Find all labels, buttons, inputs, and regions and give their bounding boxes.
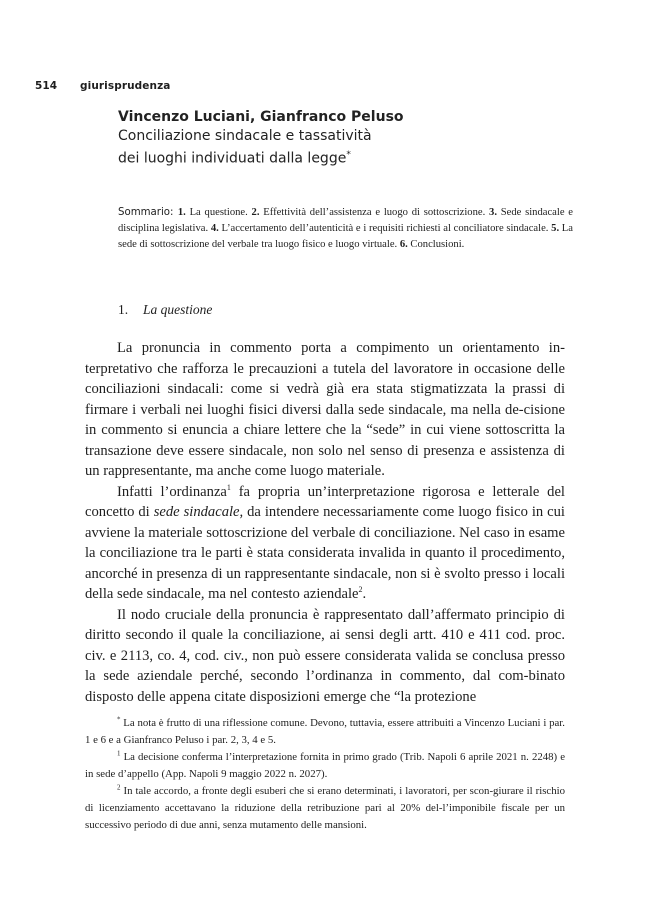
footnotes (85, 715, 565, 834)
article-title-block (118, 108, 578, 169)
article-title-line-2 (118, 146, 578, 169)
section-number: 1. (118, 302, 129, 317)
footnote-2 (85, 783, 565, 834)
section-title: La questione (143, 302, 213, 317)
paragraph-2-part-a: Infatti l’ordinanza (117, 483, 227, 500)
footnote-2-mark: 2 (117, 783, 121, 792)
body-text (85, 338, 565, 707)
section-heading (118, 302, 212, 318)
footnote-ref-2: 2 (358, 585, 363, 595)
paragraph-3: Il nodo cruciale della pronuncia è rappresentato dall’affermato principio di diritto secondo il quale la conciliazione, ai sensi degli artt. 410 e 411 cod. proc. civ. e 2113, co. 4, cod. civ., non può essere considerata valida se conclusa presso la sede aziendale perché, secondo l’ordinanza in commento, dal com-binato disposto delle appena citate disposizioni emerge che “la protezione (85, 606, 565, 705)
footnote-1 (85, 749, 565, 783)
summary (118, 205, 573, 254)
article-authors: Vincenzo Luciani, Gianfranco Peluso (118, 109, 404, 125)
page-number: 514 (35, 80, 58, 92)
article-title-line-2-text: dei luoghi individuati dalla legge (118, 150, 347, 167)
summary-item-6-text: Conclusioni. (407, 239, 465, 251)
paragraph-2 (85, 482, 565, 605)
footnote-star-text: La nota è frutto di una riflessione comune. Devono, tuttavia, essere attribuiti a Vincenzo Luciani i par. 1 e 6 e a Gianfranco Peluso i par. 2, 3, 4 e 5. (85, 717, 565, 746)
summary-item-5-number: 5. (551, 223, 560, 235)
running-head (35, 80, 171, 92)
article-title-line-1: Conciliazione sindacale e tassatività (118, 128, 372, 144)
summary-item-5-text: La sede di sottoscrizione del verbale tra luogo fisico e luogo virtuale. (118, 223, 573, 251)
paragraph-2-italic: sede sindacale, (153, 504, 244, 520)
footnote-star (85, 715, 565, 749)
summary-item-1-text: La questione. (185, 207, 252, 218)
footnote-2-text: In tale accordo, a fronte degli esuberi che si erano determinati, i lavoratori, per scon-giurare il rischio di licenziamento accettavano la riduzione della retribuzione pari al 20% del-l’imponibile fiscale per un successivo periodo di due anni, senza mutamento delle mansioni. (85, 785, 565, 831)
title-footnote-mark: * (346, 150, 351, 160)
summary-item-6-number: 6. (399, 239, 408, 251)
summary-item-2-text: Effettività dell’assistenza e luogo di sottoscrizione. (259, 207, 490, 218)
section-name: giurisprudenza (80, 80, 171, 92)
footnote-ref-1: 1 (226, 482, 231, 492)
footnote-1-mark: 1 (117, 749, 121, 758)
summary-item-4-number: 4. (210, 223, 219, 235)
paragraph-2-part-d: . (362, 586, 367, 602)
summary-label: Sommario: (118, 207, 178, 218)
summary-item-3-number: 3. (489, 207, 497, 218)
footnote-1-text: La decisione conferma l’interpretazione fornita in primo grado (Trib. Napoli 6 aprile 2021 n. 2248) e in sede d’appello (App. Napoli 9 maggio 2022 n. 2027). (85, 751, 565, 780)
summary-item-4-text: L’accertamento dell’autenticità e i requisiti richiesti al conciliatore sindacale. (218, 223, 552, 235)
paragraph-1: La pronuncia in commento porta a compimento un orientamento in-terpretativo che rafforza le precauzioni a tutela del lavoratore in occasione delle conciliazioni sindacali: come si vedrà già era stata stigmatizzata la prassi di firmare i verbali nei luoghi fisici diversi dalla sede sindacale, ma nella de-cisione in commento si enuncia a chiare lettere che la “sede” in cui viene sottoscritta la transazione deve essere sindacale, non solo nel senso di presenza e assistenza di un rappresentante, ma anche come luogo materiale. (85, 340, 565, 479)
footnote-star-mark: * (117, 715, 121, 724)
paragraph-2-part-b: fa propria un’interpretazione rigorosa e letterale del concetto di (85, 483, 565, 520)
paragraph-2-part-c: da intendere necessariamente come luogo fisico in cui avviene la materiale sottoscrizione del verbale di conciliazione. Nel caso in esame la conciliazione tra le parti è stata considerata invalida in quanto il procedimento, ancorché in presenza di un rappresentante sindacale, non si è svolto presso i locali della sede sindacale, ma nel contesto aziendale (85, 504, 565, 602)
summary-item-3-text: Sede sindacale e disciplina legislativa. (118, 207, 573, 235)
summary-item-1-number: 1. (177, 207, 186, 218)
summary-item-2-number: 2. (251, 207, 260, 218)
